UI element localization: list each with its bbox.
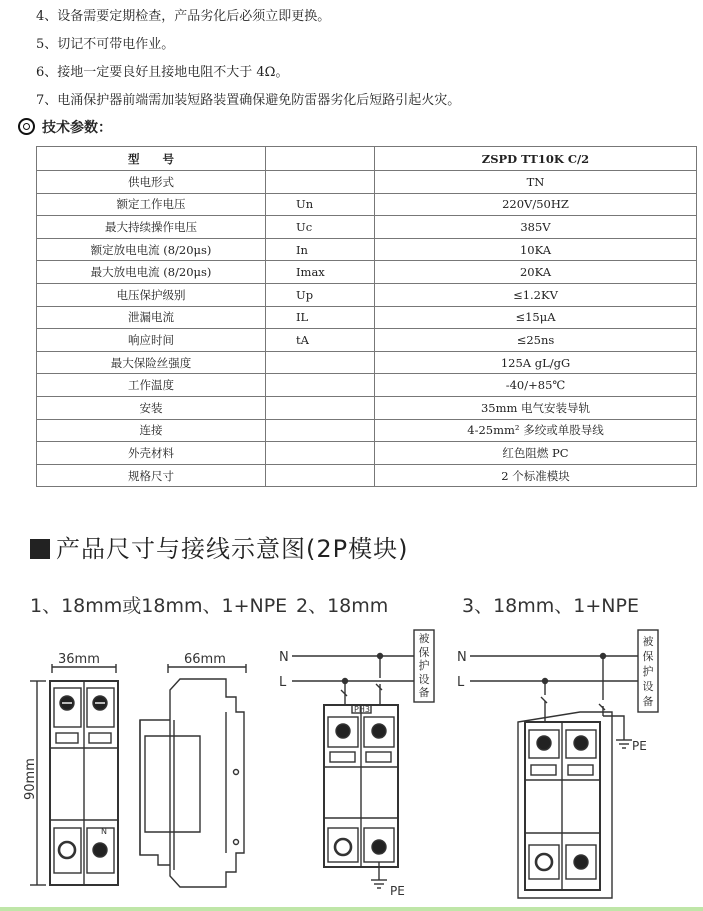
fig1-front-view (23, 652, 118, 885)
symbol-cell: tA (266, 329, 375, 352)
value-cell: ZSPD TT10K C/2 (375, 147, 697, 171)
param-name-cell: 电压保护级别 (37, 283, 266, 306)
dim-36mm: 36mm (58, 652, 100, 667)
svg-text:N: N (279, 650, 289, 665)
svg-text:N: N (457, 650, 467, 665)
value-cell: 220V/50HZ (375, 193, 697, 216)
param-name-cell: 额定工作电压 (37, 193, 266, 216)
protected-device-char: 备 (642, 695, 654, 708)
protected-device-char: 设 (642, 680, 654, 693)
protected-device-char: 保 (642, 650, 654, 663)
value-cell: ≤25ns (375, 329, 697, 352)
param-name-cell: 响应时间 (37, 329, 266, 352)
param-name-cell: 规格尺寸 (37, 464, 266, 487)
dimension-title: 产品尺寸与接线示意图(2P模块) (56, 535, 409, 563)
svg-text:L: L (279, 675, 287, 690)
param-name-cell: 额定放电电流 (8/20μs) (37, 238, 266, 261)
param-name-cell: 外壳材料 (37, 442, 266, 465)
section-title: 技术参数： (42, 120, 112, 136)
footer-divider (0, 907, 703, 911)
value-cell: 2 个标准模块 (375, 464, 697, 487)
protected-device-char: 设 (418, 672, 430, 686)
fig3-wiring (457, 630, 658, 898)
fig3-label: 3、18mm、1+NPE (462, 595, 639, 617)
protected-device-label-fig3 (640, 634, 656, 709)
value-cell: 4-25mm² 多绞或单股导线 (375, 419, 697, 442)
symbol-cell: In (266, 238, 375, 261)
param-name-cell: 供电形式 (37, 171, 266, 194)
protected-device-char: 备 (418, 686, 430, 699)
param-name-cell: 工作温度 (37, 374, 266, 397)
fig1-side-view (140, 652, 246, 887)
param-name-cell: 型 号 (37, 147, 266, 171)
param-name-cell: 最大放电电流 (8/20μs) (37, 261, 266, 284)
value-cell: 20KA (375, 261, 697, 284)
note-4: 4、设备需要定期检查，产品劣化后必须立即更换。 (36, 9, 331, 24)
dim-90mm: 90mm (23, 758, 38, 800)
protected-device-char: 护 (642, 665, 654, 678)
protected-device-label-fig2 (416, 632, 432, 700)
svg-text:PE: PE (390, 884, 405, 898)
fig2-label: 2、18mm (296, 595, 389, 617)
param-name-cell: 最大保险丝强度 (37, 351, 266, 374)
protected-device-char: 护 (418, 659, 430, 672)
fig2-wiring (279, 630, 434, 898)
protected-device-char: 被 (418, 632, 430, 645)
param-name-cell: 连接 (37, 419, 266, 442)
symbol-cell: Up (266, 283, 375, 306)
param-name-cell: 泄漏电流 (37, 306, 266, 329)
value-cell: TN (375, 171, 697, 194)
value-cell: 35mm 电气安装导轨 (375, 396, 697, 419)
svg-text:PE: PE (632, 739, 647, 753)
value-cell: 385V (375, 216, 697, 239)
svg-text:L: L (457, 675, 465, 690)
symbol-cell: IL (266, 306, 375, 329)
value-cell: ≤15μA (375, 306, 697, 329)
dim-66mm: 66mm (184, 652, 226, 667)
param-name-cell: 最大持续操作电压 (37, 216, 266, 239)
symbol-cell: Imax (266, 261, 375, 284)
value-cell: 红色阻燃 PC (375, 442, 697, 465)
protected-device-char: 保 (418, 645, 430, 659)
fig1-label: 1、18mm或18mm、1+NPE (30, 595, 288, 617)
value-cell: -40/+85℃ (375, 374, 697, 397)
svg-text:N: N (101, 827, 107, 836)
svg-text:PH3: PH3 (354, 705, 370, 714)
note-6: 6、接地一定要良好且接地电阻不大于 4Ω。 (36, 65, 289, 80)
value-cell: ≤1.2KV (375, 283, 697, 306)
value-cell: 10KA (375, 238, 697, 261)
symbol-cell: Un (266, 193, 375, 216)
symbol-cell: Uc (266, 216, 375, 239)
note-7: 7、电涌保护器前端需加装短路装置确保避免防雷器劣化后短路引起火灾。 (36, 93, 461, 108)
protected-device-char: 被 (642, 635, 654, 648)
param-name-cell: 安装 (37, 396, 266, 419)
value-cell: 125A gL/gG (375, 351, 697, 374)
note-5: 5、切记不可带电作业。 (36, 37, 175, 52)
